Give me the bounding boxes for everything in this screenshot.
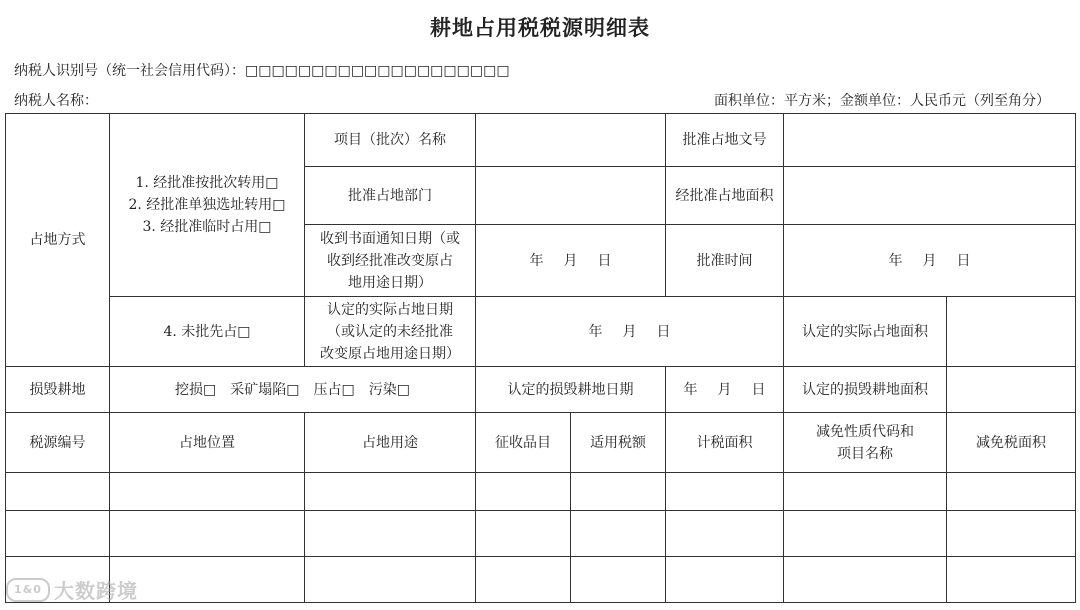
- col-source-no: 税源编号: [6, 413, 110, 473]
- col-taxable-area: 计税面积: [666, 413, 784, 473]
- units-note: 面积单位：平方米；金额单位：人民币元（列至角分）: [714, 93, 1050, 109]
- option-temporary[interactable]: 3. 经批准临时占用□: [142, 219, 272, 235]
- col-item: 征收品目: [476, 413, 571, 473]
- form-title: 耕地占用税税源明细表: [430, 15, 650, 40]
- damage-date-label: 认定的损毁耕地日期: [476, 367, 666, 413]
- taxpayer-id-line: 纳税人识别号（统一社会信用代码）：□□□□□□□□□□□□□□□□□□□□: [14, 63, 510, 79]
- approval-dept-label: 批准占地部门: [305, 167, 476, 225]
- option-batch[interactable]: 1. 经批准按批次转用□: [135, 175, 279, 191]
- tax-source-table: [5, 113, 1076, 603]
- recognized-area-label: 认定的实际占地面积: [784, 297, 947, 367]
- approval-doc-label: 批准占地文号: [666, 114, 784, 167]
- watermark: [6, 575, 138, 604]
- damage-area-label: 认定的损毁耕地面积: [784, 367, 947, 413]
- col-relief-code: 减免性质代码和 项目名称: [784, 413, 947, 473]
- recognized-area-field[interactable]: [947, 297, 1076, 367]
- option-unapproved[interactable]: 4. 未批先占□: [110, 297, 305, 367]
- approved-options[interactable]: [110, 114, 305, 297]
- damage-options[interactable]: 挖损□ 采矿塌陷□ 压占□ 污染□: [110, 367, 476, 413]
- damage-area-field[interactable]: [947, 367, 1076, 413]
- notice-date-field[interactable]: 年 月 日: [476, 225, 666, 297]
- approval-doc-field[interactable]: [784, 114, 1076, 167]
- approved-area-field[interactable]: [784, 167, 1076, 225]
- watermark-text: 大数跨境: [54, 579, 138, 603]
- approval-dept-field[interactable]: [476, 167, 666, 225]
- approval-time-field[interactable]: 年 月 日: [784, 225, 1076, 297]
- table-row: [6, 511, 1076, 557]
- notice-date-label: 收到书面通知日期（或 收到经批准改变原占 地用途日期）: [305, 225, 476, 297]
- approved-area-label: 经批准占地面积: [666, 167, 784, 225]
- col-rate: 适用税额: [571, 413, 666, 473]
- col-relief-area: 减免税面积: [947, 413, 1076, 473]
- taxpayer-name-line: 纳税人名称：: [14, 93, 98, 109]
- damage-date-field[interactable]: 年 月 日: [666, 367, 784, 413]
- option-single-site[interactable]: 2. 经批准单独选址转用□: [128, 197, 286, 213]
- recognized-date-field[interactable]: 年 月 日: [476, 297, 784, 367]
- col-usage: 占地用途: [305, 413, 476, 473]
- watermark-logo-icon: 1&0: [6, 578, 50, 602]
- table-row: [6, 473, 1076, 511]
- damage-label: 损毁耕地: [6, 367, 110, 413]
- recognized-date-label: 认定的实际占地日期 （或认定的未经批准 改变原占地用途日期）: [305, 297, 476, 367]
- project-name-field[interactable]: [476, 114, 666, 167]
- approval-time-label: 批准时间: [666, 225, 784, 297]
- col-location: 占地位置: [110, 413, 305, 473]
- project-name-label: 项目（批次）名称: [305, 114, 476, 167]
- occupation-method-label: 占地方式: [6, 114, 110, 367]
- table-row: [6, 557, 1076, 603]
